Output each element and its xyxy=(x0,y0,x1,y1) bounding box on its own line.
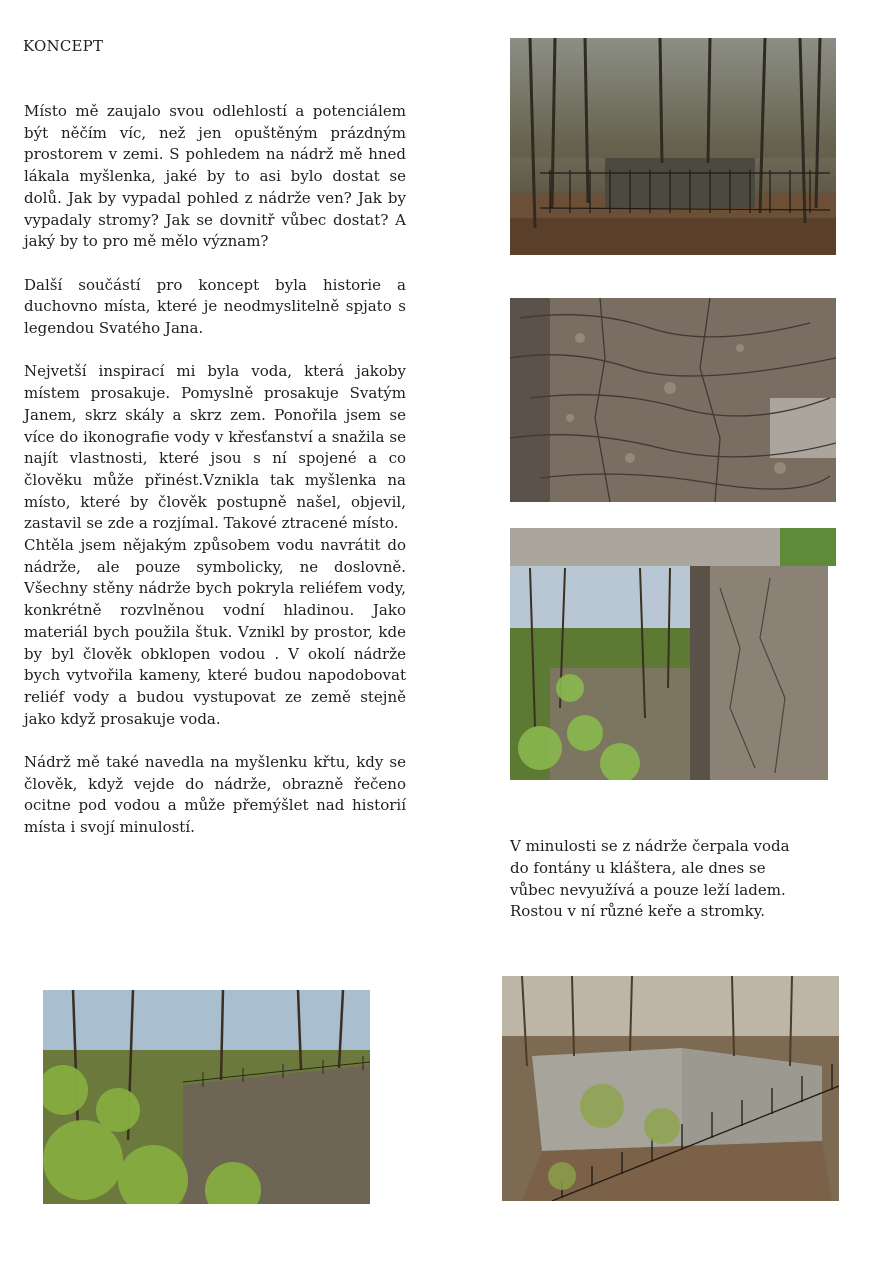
cracked-wall-texture-photo xyxy=(510,298,836,502)
forest-tank-fence-photo xyxy=(510,38,836,255)
paragraph-3: Nejvetší inspirací mi byla voda, která jakoby místem prosakuje. Pomyslně prosakuje Svatým Janem, skrz skály a skrz zem. Ponořila jsem se více do ikonografie vody v křesťanství a snažila se najít vlastnosti, které jsou s ní spojené a co člověku může přinést.Vznikla tak myšlenka na místo, které by člověk postupně našel, objevil, zastavil se zde a rozjímal. Takové ztracené místo. xyxy=(24,362,406,533)
wall-among-bushes-photo xyxy=(43,990,370,1204)
text-column xyxy=(24,101,406,839)
paragraph-5: Nádrž mě také navedla na myšlenku křtu, kdy se člověk, když vejde do nádrže, obrazně řečeno ocitne pod vodou a může přemýšlet nad historií místa i svojí minulostí. xyxy=(24,753,406,837)
page-heading: KONCEPT xyxy=(23,37,104,55)
paragraph-1: Místo mě zaujalo svou odlehlostí a potenciálem být něčím víc, než jen opuštěným prázdným prostorem v zemi. S pohledem na nádrž mě hned lákala myšlenka, jaké by to asi bylo dostat se dolů. Jak by vypadal pohled z nádrže ven? Jak by vypadaly stromy? Jak se dovnitř vůbec dostat? A jaký by to pro mě mělo význam? xyxy=(24,102,406,251)
overgrown-tank-photo xyxy=(502,976,839,1201)
tank-wall-with-trees-photo xyxy=(510,528,836,780)
paragraph-4: Chtěla jsem nějakým způsobem vodu navrátit do nádrže, ale pouze symbolicky, ne doslovně. Všechny stěny nádrže bych pokryla reliéfem vody, konkrétně rozvlněnou vodní hladinou. Jako materiál bych použila štuk. Vznikl by prostor, kde by byl člověk obklopen vodou . V okolí nádrže bych vytvořila kameny, které budou napodobovat reliéf vody a budou vystupovat ze země stejně jako když prosakuje voda. xyxy=(24,536,406,728)
photo-caption: V minulosti se z nádrže čerpala voda do fontány u kláštera, ale dnes se vůbec nevyužívá a pouze leží ladem. Rostou v ní různé keře a stromky. xyxy=(510,837,790,921)
paragraph-2: Další součástí pro koncept byla historie a duchovno místa, které je neodmyslitelně spjato s legendou Svatého Jana. xyxy=(24,275,406,338)
